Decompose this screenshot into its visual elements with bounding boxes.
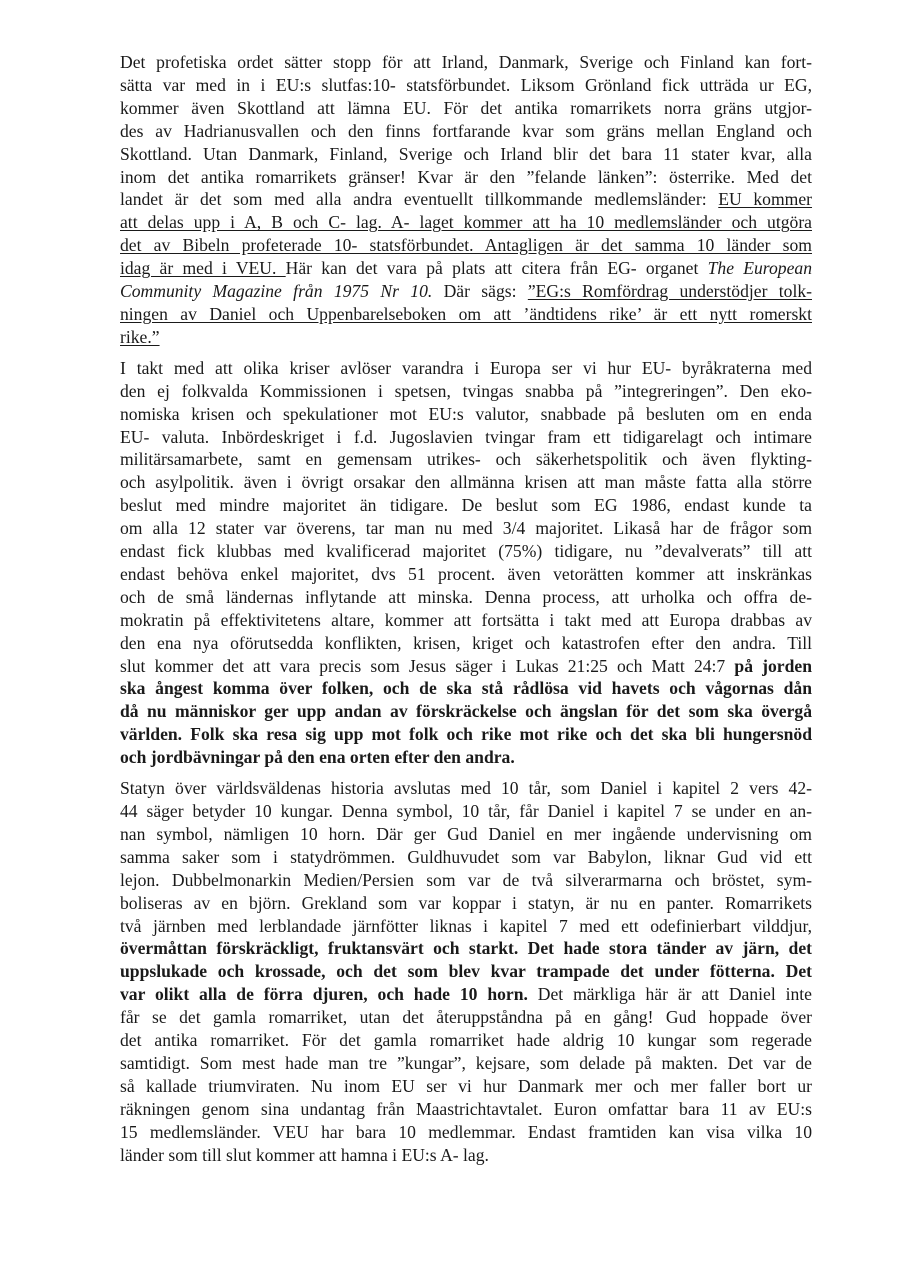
text-run: endast behöva enkel majoritet, dvs 51 procent. även vetorätten kommer att inskränkas (120, 563, 812, 584)
text-run: räkningen genom sina undantag från Maastrichtavtalet. Euron omfattar bara 11 av EU:s (120, 1098, 812, 1119)
text-run: lejon. Dubbelmonarkin Medien/Persien som var de två silverarmarna och bröstet, sym- (120, 869, 812, 890)
text-line (120, 471, 812, 494)
text-run: Statyn över världsväldenas historia avslutas med 10 tår, som Daniel i kapitel 2 vers 42- (120, 778, 812, 799)
text-line (120, 983, 812, 1006)
text-run: så kallade triumviraten. Nu inom EU ser vi hur Danmark mer och mer faller bort ur (120, 1075, 812, 1096)
bold-text: var olikt alla de förra djuren, och hade 10 horn. (120, 984, 528, 1005)
text-run: länder som till slut kommer att hamna i EU:s A- lag. (120, 1144, 489, 1165)
text-run: 44 säger betyder 10 kungar. Denna symbol, 10 tår, får Daniel i kapitel 7 se under en an- (120, 801, 812, 821)
text-run: Det profetiska ordet sätter stopp för att Irland, Danmark, Sverige och Finland kan fort- (120, 52, 812, 72)
text-line (120, 143, 812, 166)
text-line (120, 746, 812, 769)
underlined-text: rike.” (120, 326, 160, 347)
text-line (120, 234, 812, 257)
paragraph (120, 357, 812, 769)
text-run: inom det antika romarrikets gränser! Kvar är den ”felande länken”: österrike. Med det (120, 166, 812, 187)
text-line (120, 51, 812, 74)
text-line (120, 211, 812, 234)
underlined-text: ningen av Daniel och Uppenbarelseboken om att ’ändtidens rike’ är ett nytt romerskt (120, 303, 812, 324)
text-line (120, 1029, 812, 1052)
text-line (120, 723, 812, 746)
text-run: den ej folkvalda Kommissionen i spetsen, tvingas snabba på ”integreringen”. Den eko- (120, 380, 812, 401)
document-page (120, 51, 812, 1175)
underlined-text: det av Bibeln profeterade 10- statsförbundet. Antagligen är det samma 10 länder som (120, 235, 812, 256)
text-run: samtidigt. Som mest hade man tre ”kungar”, kejsare, som delade på makten. Det var de (120, 1052, 812, 1073)
bold-text: uppslukade och krossade, och det som blev kvar trampade det under fötterna. Det (120, 961, 812, 982)
text-run: landet är det som med alla andra eventuellt tillkommande medlemsländer: (120, 189, 719, 210)
text-line (120, 1121, 812, 1144)
text-line (120, 74, 812, 97)
text-run: Där sägs: (432, 281, 528, 302)
text-run: boliseras av en björn. Grekland som var koppar i statyn, är nu en panter. Romarrikets (120, 892, 812, 913)
text-line (120, 937, 812, 960)
paragraph (120, 51, 812, 349)
paragraph (120, 777, 812, 1166)
text-run: EU- valuta. Inbördeskriget i f.d. Jugoslavien tvingar fram ett tidigarelagt och intimare (120, 426, 812, 447)
bold-text: övermåttan förskräckligt, fruktansvärt och starkt. Det hade stora tänder av järn, det (120, 938, 812, 959)
underlined-text: idag är med i VEU. (120, 258, 286, 279)
text-line (120, 448, 812, 471)
text-run: I takt med att olika kriser avlöser varandra i Europa ser vi hur EU- byråkraterna med (120, 357, 812, 378)
text-run: Skottland. Utan Danmark, Finland, Sverige och Irland blir det bara 11 stater kvar, alla (120, 143, 812, 164)
text-line (120, 960, 812, 983)
text-run: militärsamarbete, samt en gemensam utrikes- och säkerhetspolitik och även flykting- (120, 449, 812, 470)
bold-text: då nu människor ger upp andan av förskräckelse och ängslan för det som ska övergå (120, 701, 812, 722)
text-line (120, 426, 812, 449)
text-line (120, 846, 812, 869)
text-run: mokratin på effektivitetens altare, kommer att fortsätta i takt med att Europa drabbas av (120, 609, 812, 630)
text-line (120, 1075, 812, 1098)
text-run: och de små ländernas inflytande att minska. Denna process, att urholka och offra de- (120, 586, 812, 607)
text-line (120, 1098, 812, 1121)
text-line (120, 632, 812, 655)
text-run: den ena nya oförutsedda konflikten, krisen, kriget och katastrofen efter den andra. Till (120, 632, 812, 653)
text-line (120, 1052, 812, 1075)
bold-text: världen. Folk ska resa sig upp mot folk och rike mot rike och det ska bli hungersnöd (120, 724, 812, 745)
text-line (120, 869, 812, 892)
text-line (120, 380, 812, 403)
text-run: och asylpolitik. även i övrigt orsakar den allmänna krisen att man måste fatta alla större (120, 472, 812, 493)
text-line (120, 700, 812, 723)
text-run: des av Hadrianusvallen och den finns fortfarande kvar som gräns mellan England och (120, 120, 812, 141)
text-run: 15 medlemsländer. VEU har bara 10 medlemmar. Endast framtiden kan visa vilka 10 (120, 1121, 812, 1142)
text-line (120, 403, 812, 426)
underlined-text: EU kommer (718, 189, 813, 210)
text-line (120, 800, 812, 823)
text-line (120, 517, 812, 540)
text-line (120, 892, 812, 915)
italic-text: Community Magazine från 1975 Nr 10. (120, 281, 433, 302)
text-line (120, 166, 812, 189)
italic-text: The European (707, 258, 812, 279)
text-run: det antika romarriket. För det gamla romarriket hade aldrig 10 kungar som regerade (120, 1030, 812, 1051)
text-run: sätta var med in i EU:s slutfas:10- statsförbundet. Liksom Grönland fick utträda ur EG, (120, 74, 812, 95)
bold-text: ska ångest komma över folken, och de ska stå rådlösa vid havets och vågornas dån (120, 678, 812, 699)
text-line (120, 120, 812, 143)
text-run: slut kommer det att vara precis som Jesus säger i Lukas 21:25 och Matt 24:7 (120, 655, 735, 676)
text-line (120, 540, 812, 563)
bold-text: på jorden (734, 655, 812, 676)
text-line (120, 586, 812, 609)
text-run: får se det gamla romarriket, utan det återuppståndna på en gång! Gud hoppade över (120, 1007, 812, 1028)
text-line (120, 357, 812, 380)
text-run: nan symbol, nämligen 10 horn. Där ger Gud Daniel en mer ingående undervisning om (120, 823, 812, 844)
text-line (120, 97, 812, 120)
underlined-text: att delas upp i A, B och C- lag. A- laget kommer att ha 10 medlemsländer och utgöra (120, 212, 812, 233)
text-line (120, 1006, 812, 1029)
text-line (120, 655, 812, 678)
text-run: endast fick klubbas med kvalificerad majoritet (75%) tidigare, nu ”devalverats” till att (120, 541, 812, 562)
text-line (120, 777, 812, 800)
text-line (120, 303, 812, 326)
text-line (120, 823, 812, 846)
text-run: två järnben med lerblandade järnfötter liknas i kapitel 7 med ett odefinierbart vilddjur, (120, 915, 812, 936)
text-line (120, 494, 812, 517)
bold-text: och jordbävningar på den ena orten efter den andra. (120, 747, 515, 768)
text-run: nomiska krisen och spekulationer mot EU:s valutor, snabbade på besluten om en enda (120, 403, 812, 424)
text-line (120, 257, 812, 280)
text-line (120, 677, 812, 700)
text-line (120, 326, 812, 349)
text-line (120, 188, 812, 211)
text-run: samma saker som i statydrömmen. Guldhuvudet som var Babylon, liknar Gud vid ett (120, 846, 812, 867)
underlined-text: ”EG:s Romfördrag understödjer tolk- (527, 281, 812, 302)
text-run: beslut med mindre majoritet än tidigare. De beslut som EG 1986, endast kunde ta (120, 495, 812, 516)
text-run: om alla 12 stater var överens, tar man nu med 3/4 majoritet. Likaså har de frågor som (120, 518, 812, 539)
text-run: Det märkliga här är att Daniel inte (527, 984, 812, 1005)
text-line (120, 1144, 812, 1167)
text-run: Här kan det vara på plats att citera från EG- organet (285, 258, 708, 279)
text-line (120, 280, 812, 303)
text-line (120, 563, 812, 586)
text-run: kommer även Skottland att lämna EU. För det antika romarrikets norra gräns utgjor- (120, 97, 812, 118)
text-line (120, 609, 812, 632)
text-line (120, 915, 812, 938)
